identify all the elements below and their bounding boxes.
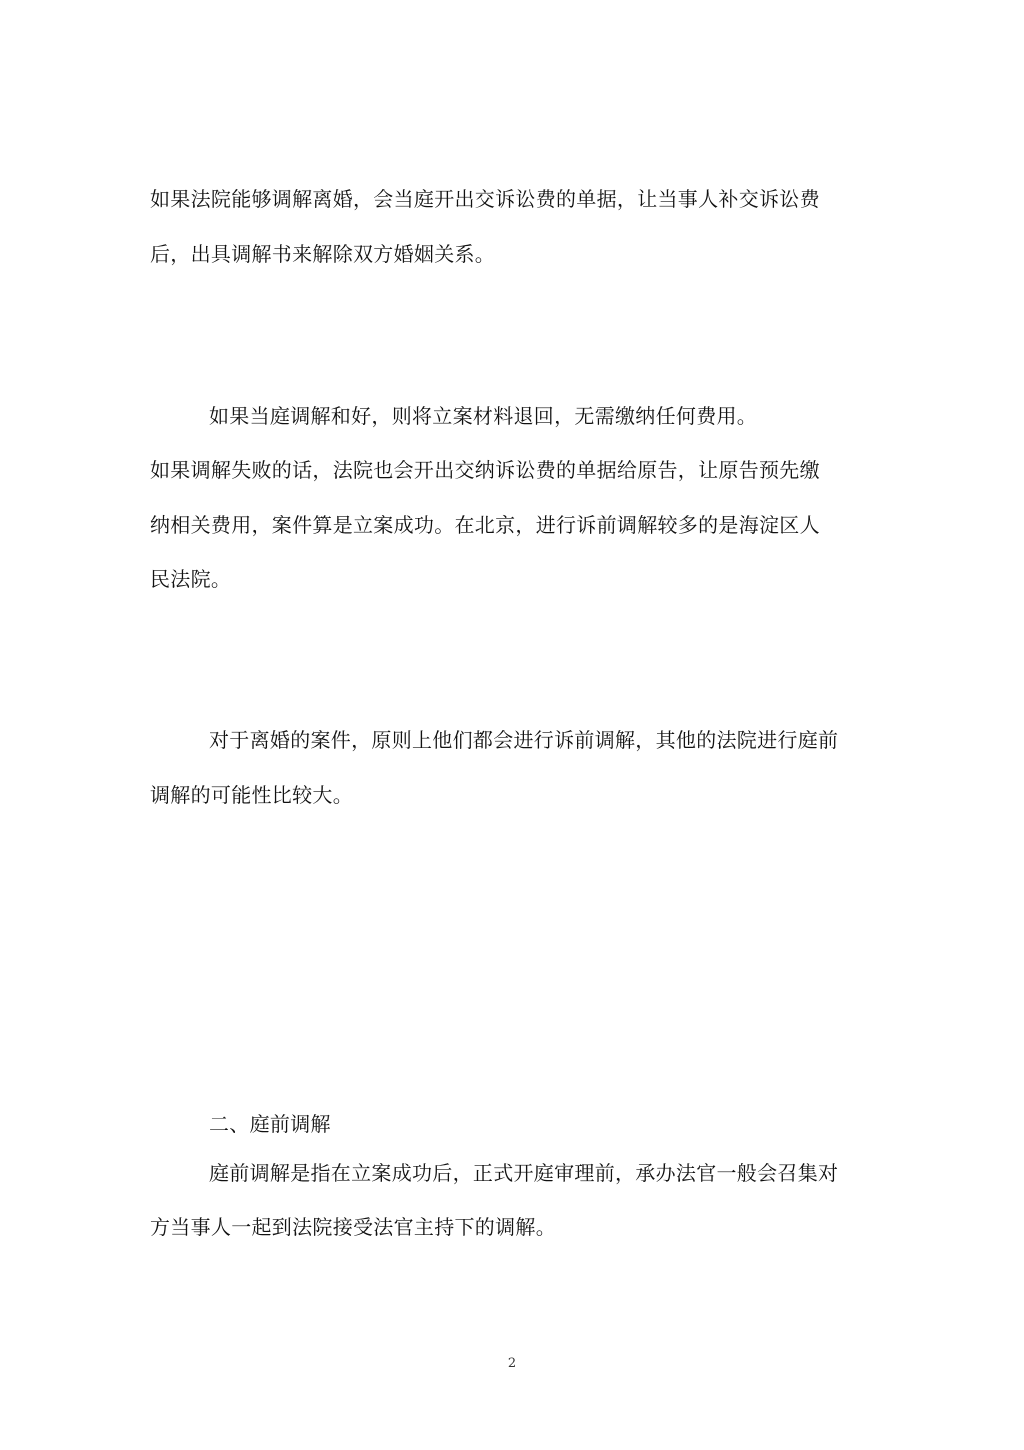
paragraph-4-line-2: 调解的可能性比较大。	[150, 783, 353, 807]
paragraph-5-line-2: 方当事人一起到法院接受法官主持下的调解。	[150, 1215, 556, 1239]
section-heading: 二、庭前调解	[209, 1112, 331, 1136]
paragraph-2-line-1: 如果当庭调解和好，则将立案材料退回，无需缴纳任何费用。	[209, 404, 758, 428]
paragraph-3-line-2: 纳相关费用，案件算是立案成功。在北京，进行诉前调解较多的是海淀区人	[150, 513, 820, 537]
paragraph-3-line-1: 如果调解失败的话，法院也会开出交纳诉讼费的单据给原告，让原告预先缴	[150, 458, 820, 482]
paragraph-3-line-3: 民法院。	[150, 567, 232, 591]
paragraph-1-line-2: 后，出具调解书来解除双方婚姻关系。	[150, 242, 496, 266]
paragraph-4-line-1: 对于离婚的案件，原则上他们都会进行诉前调解，其他的法院进行庭前	[209, 728, 839, 752]
paragraph-1-line-1: 如果法院能够调解离婚，会当庭开出交诉讼费的单据，让当事人补交诉讼费	[150, 187, 820, 211]
paragraph-5-line-1: 庭前调解是指在立案成功后，正式开庭审理前，承办法官一般会召集对	[209, 1161, 839, 1185]
page-number: 2	[507, 1356, 517, 1371]
